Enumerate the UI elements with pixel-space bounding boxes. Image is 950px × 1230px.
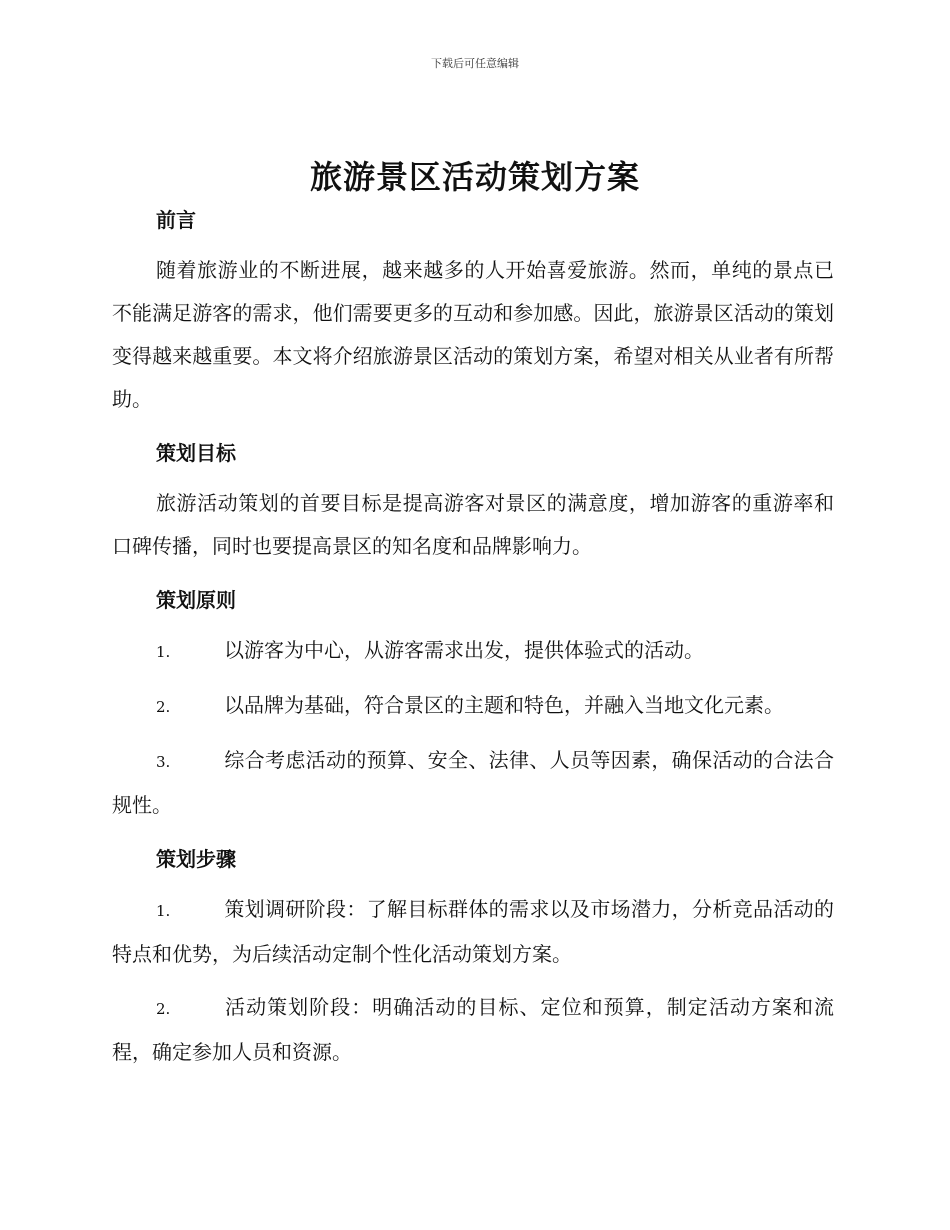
heading-steps: 策划步骤	[156, 847, 236, 871]
heading-preface: 前言	[156, 208, 196, 232]
paragraph-preface: 随着旅游业的不断进展，越来越多的人开始喜爱旅游。然而，单纯的景点已不能满足游客的需求，他们需要更多的互动和参加感。因此，旅游景区活动的策划变得越来越重要。本文将介绍旅游景区活动的策划方案，希望对相关从业者有所帮助。	[112, 258, 834, 411]
list-item	[112, 629, 834, 674]
document-body	[112, 205, 834, 1074]
heading-principles: 策划原则	[156, 588, 236, 612]
heading-goal: 策划目标	[156, 441, 236, 465]
list-item-text: 以游客为中心，从游客需求出发，提供体验式的活动。	[224, 638, 704, 662]
list-item	[112, 888, 834, 976]
header-note: 下载后可任意编辑	[431, 57, 519, 70]
list-item-text: 以品牌为基础，符合景区的主题和特色，并融入当地文化元素。	[224, 693, 784, 717]
list-item-number: 2.	[156, 698, 171, 716]
paragraph-goal: 旅游活动策划的首要目标是提高游客对景区的满意度，增加游客的重游率和口碑传播，同时也要提高景区的知名度和品牌影响力。	[112, 491, 834, 558]
list-item-number: 3.	[156, 753, 171, 771]
list-item	[112, 986, 834, 1074]
list-item-text: 活动策划阶段：明确活动的目标、定位和预算，制定活动方案和流程，确定参加人员和资源。	[112, 995, 834, 1064]
list-item-number: 1.	[156, 902, 171, 920]
document-title: 旅游景区活动策划方案	[309, 158, 640, 196]
list-item-number: 2.	[156, 1000, 171, 1018]
list-item-text: 综合考虑活动的预算、安全、法律、人员等因素，确保活动的合法合规性。	[112, 748, 834, 817]
list-item-text: 策划调研阶段：了解目标群体的需求以及市场潜力，分析竞品活动的特点和优势，为后续活动定制个性化活动策划方案。	[112, 897, 834, 966]
list-item	[112, 739, 834, 827]
list-item-number: 1.	[156, 643, 171, 661]
list-item	[112, 684, 834, 729]
